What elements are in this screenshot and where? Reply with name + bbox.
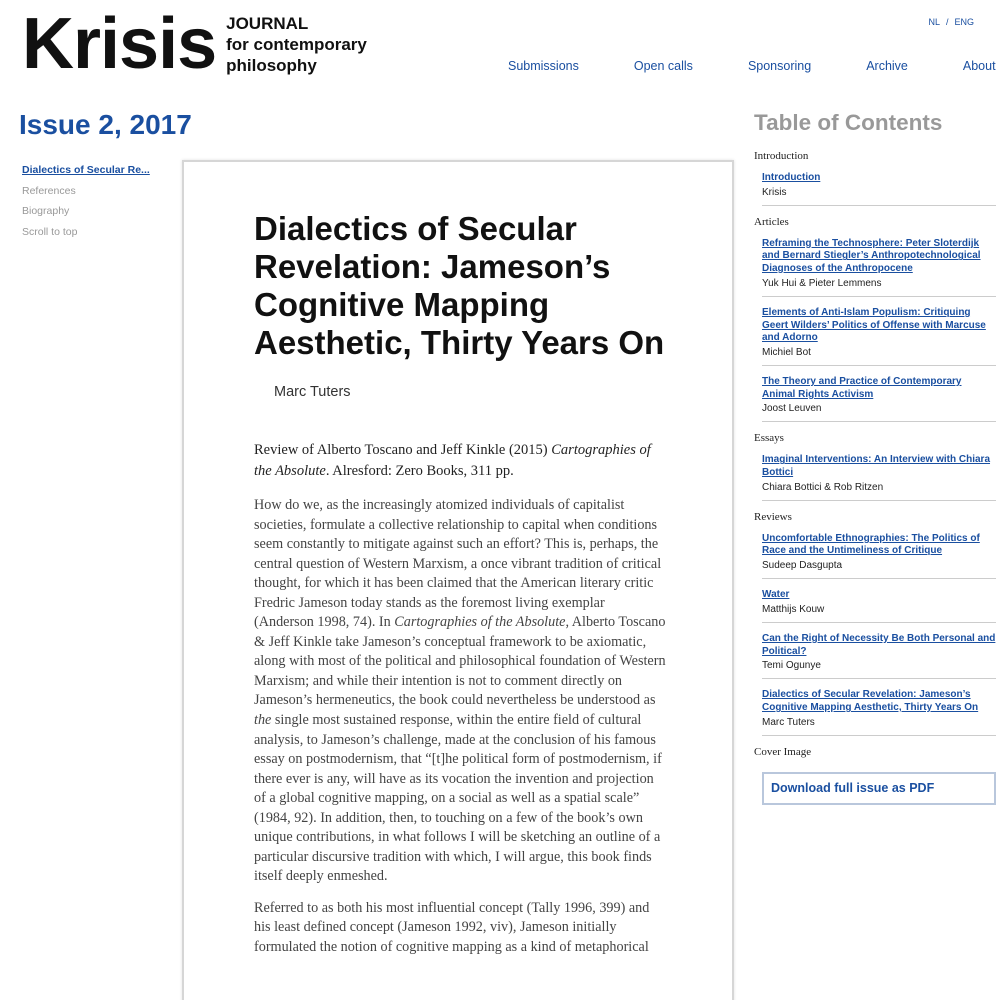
- review-citation-text: Review of Alberto Toscano and Jeff Kinkle (2015): [254, 442, 552, 458]
- article-author: Marc Tuters: [274, 384, 351, 400]
- review-book-title: Cartographies of the Absolute: [254, 442, 651, 479]
- toc-entry[interactable]: [762, 633, 996, 679]
- toc-entry[interactable]: [762, 376, 996, 422]
- toc-section-articles: Articles: [754, 215, 789, 228]
- paragraph: [254, 496, 666, 887]
- paragraph: Referred to as both his most influential concept (Tally 1996, 399) and his least defined concept (Jameson 1992, viv), Jameson initially formulated the notion of cognitive mapping as a kind of metaphorical: [254, 899, 650, 956]
- language-switcher: [928, 17, 974, 27]
- toc-entry-author: Joost Leuven: [762, 403, 822, 415]
- cover-image-label[interactable]: Cover Image: [754, 745, 812, 758]
- toc-entry-author: Matthijs Kouw: [762, 603, 825, 615]
- review-citation-publisher: . Alresford: Zero Books, 311 pp.: [325, 463, 514, 479]
- toc-entry[interactable]: [762, 238, 996, 297]
- toc-section-reviews: Reviews: [754, 510, 792, 523]
- toc-section-introduction: Introduction: [754, 150, 809, 162]
- table-of-contents: [754, 110, 996, 805]
- nav-open-calls[interactable]: Open calls: [633, 59, 693, 73]
- logo-subtitle-line: philosophy: [226, 56, 317, 75]
- toc-entry-author: Krisis: [762, 186, 787, 198]
- nav-sponsoring[interactable]: Sponsoring: [747, 59, 812, 73]
- toc-entry-author: Chiara Bottici & Rob Ritzen: [762, 481, 884, 493]
- review-citation: [254, 440, 666, 482]
- emphasis: the: [254, 712, 272, 729]
- sidebar-item-biography[interactable]: Biography: [22, 205, 70, 217]
- toc-entry-title[interactable]: Reframing the Technosphere: Peter Sloterdijk and Bernard Stiegler’s Anthropotechnological Diagnoses of the Anthropocene: [762, 237, 981, 275]
- main-nav: [508, 59, 996, 73]
- toc-entry-author: Michiel Bot: [762, 346, 811, 358]
- toc-entry-title[interactable]: Water: [762, 589, 790, 601]
- paragraph-text: single most sustained response, within the entire field of cultural analysis, to Jameson’s challenge, made at the conclusion of his famous essay on postmodernism, that “[t]he political form of postmodernism, if there ever is any, will have as its vocation the invention and projection of a global cognitive mapping, on a social as well as a spatial scale” (1984, 92). In addition, then, to touching on a few of the book’s own unique contributions, in what follows I will be sketching an outline of a particular discursive tradition with which, I will argue, this book finds itself deeply enmeshed.: [254, 712, 662, 885]
- lang-nl-link[interactable]: NL: [928, 17, 940, 27]
- logo-subtitle-line: for contemporary: [226, 35, 367, 54]
- toc-entry-author: Temi Ogunye: [762, 660, 821, 672]
- toc-entry-author: Marc Tuters: [762, 716, 815, 728]
- toc-entry-title[interactable]: Dialectics of Secular Revelation: Jameson’s Cognitive Mapping Aesthetic, Thirty Years On: [762, 689, 979, 713]
- download-pdf-button[interactable]: Download full issue as PDF: [762, 772, 996, 805]
- paragraph-text: How do we, as the increasingly atomized individuals of capitalist societies, formulate a collective relationship to capital when conditions seem constantly to mitigate against such an effort? This is, perhaps, the central question of Western Marxism, a once vibrant tradition of critical thought, for which it has been claimed that the American literary critic Fredric Jameson today stands as the foremost living exemplar (Anderson 1998, 74). In: [254, 497, 662, 631]
- toc-entry-title[interactable]: Elements of Anti-Islam Populism: Critiquing Geert Wilders’ Politics of Offense with Marcuse and Adorno: [762, 306, 986, 344]
- krisis-logo[interactable]: [22, 4, 367, 84]
- nav-archive[interactable]: Archive: [866, 59, 908, 73]
- logo-subtitle-line: JOURNAL: [226, 14, 309, 33]
- article-content: [254, 210, 666, 958]
- toc-entry[interactable]: [762, 689, 996, 735]
- article-body: [254, 496, 666, 958]
- toc-entry[interactable]: [762, 307, 996, 366]
- logo-wordmark: Krisis: [22, 4, 217, 84]
- toc-section-essays: Essays: [754, 432, 784, 445]
- lang-separator: /: [945, 17, 949, 27]
- issue-title: Issue 2, 2017: [19, 109, 192, 140]
- toc-heading: Table of Contents: [754, 110, 943, 135]
- toc-entry-title[interactable]: Imaginal Interventions: An Interview with Chiara Bottici: [762, 454, 991, 479]
- toc-entry[interactable]: [762, 454, 996, 500]
- article-title: Dialectics of Secular Revelation: Jameson’s Cognitive Mapping Aesthetic, Thirty Years On: [254, 210, 665, 361]
- toc-entry-author: Sudeep Dasgupta: [762, 560, 843, 572]
- toc-entry[interactable]: [762, 172, 996, 206]
- toc-entry[interactable]: [762, 533, 996, 579]
- article-panel: [182, 160, 734, 1000]
- toc-entry-title[interactable]: Can the Right of Necessity Be Both Personal and Political?: [762, 632, 996, 657]
- toc-entry-author: Yuk Hui & Pieter Lemmens: [762, 277, 882, 289]
- logo-subtitle: [226, 13, 367, 76]
- toc-entry-title[interactable]: Uncomfortable Ethnographies: The Politics of Race and the Untimeliness of Critique: [762, 532, 980, 557]
- sidebar-item-article[interactable]: Dialectics of Secular Re...: [22, 164, 150, 176]
- nav-about[interactable]: About: [962, 59, 996, 73]
- toc-entry-title[interactable]: The Theory and Practice of Contemporary Animal Rights Activism: [762, 375, 962, 400]
- sidebar-item-references[interactable]: References: [22, 184, 76, 197]
- toc-entry-title[interactable]: Introduction: [762, 172, 821, 183]
- book-title: Cartographies of the Absolute: [394, 614, 566, 631]
- paragraph-text: , Alberto Toscano & Jeff Kinkle take Jameson’s conceptual framework to be axiomatic, along with most of the political and philosophical foundation of Western Marxism; and while their intention is not to comment directly on Jameson’s hermeneutics, the book could nevertheless be understood as: [254, 614, 666, 709]
- sidebar-item-scroll-to-top[interactable]: Scroll to top: [22, 225, 78, 238]
- lang-eng-link[interactable]: ENG: [954, 17, 974, 27]
- article-sidebar-nav: [22, 160, 152, 242]
- nav-submissions[interactable]: Submissions: [508, 59, 579, 73]
- toc-entry[interactable]: [762, 589, 996, 623]
